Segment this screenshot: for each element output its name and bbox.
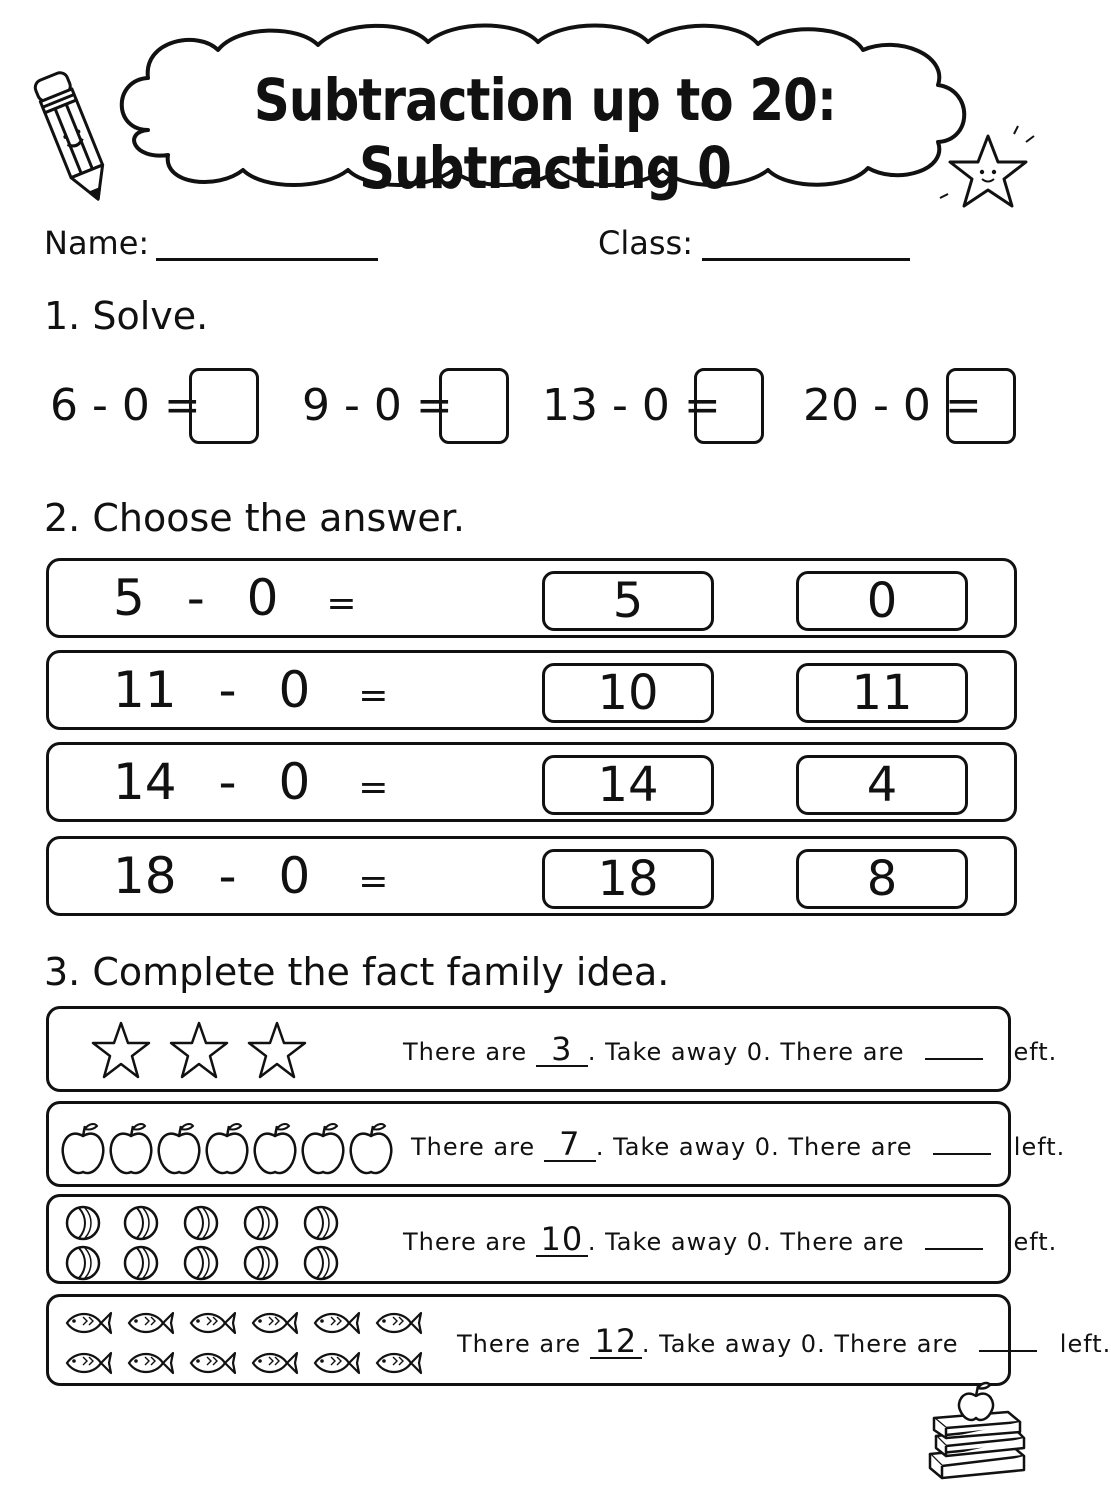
- fish-icon: [377, 1353, 421, 1373]
- answer-option[interactable]: 0: [796, 571, 968, 631]
- class-field[interactable]: [702, 258, 910, 261]
- answer-option[interactable]: 10: [542, 663, 714, 723]
- there-are-text: There are: [457, 1330, 582, 1358]
- ball-icon: [67, 1207, 99, 1239]
- operand-b: 0: [278, 847, 311, 905]
- minus-sign: -: [218, 847, 237, 905]
- left-text: left.: [1005, 1038, 1058, 1066]
- minus-sign: -: [218, 661, 237, 719]
- equals-sign: =: [358, 675, 389, 716]
- given-number: 3: [536, 1033, 588, 1067]
- ball-icon: [305, 1247, 337, 1279]
- take-away-text: . Take away 0. There are: [641, 1330, 959, 1358]
- ball-icon: [125, 1247, 157, 1279]
- minus-sign: -: [186, 569, 205, 627]
- q1-answer-box[interactable]: [189, 368, 259, 444]
- answer-option[interactable]: 8: [796, 849, 968, 909]
- apple-icon: [255, 1124, 296, 1173]
- answer-option[interactable]: 18: [542, 849, 714, 909]
- answer-blank[interactable]: [925, 1230, 983, 1250]
- ball-icon: [67, 1247, 99, 1279]
- fish-icon: [253, 1313, 297, 1333]
- there-are-text: There are: [403, 1228, 528, 1256]
- fact-family-row: [46, 1101, 1066, 1187]
- fish-icon: [129, 1353, 173, 1373]
- left-text: left.: [1059, 1330, 1111, 1358]
- choice-row: [46, 742, 1017, 822]
- q1-problem: 20 - 0 =: [803, 380, 982, 431]
- fish-icon: [315, 1353, 359, 1373]
- apple-icon: [207, 1124, 248, 1173]
- apple-icon: [303, 1124, 344, 1173]
- fact-family-row: [46, 1194, 1058, 1284]
- q1-problem: 9 - 0 =: [302, 380, 453, 431]
- answer-blank[interactable]: [979, 1332, 1037, 1352]
- star-icon: [932, 122, 1044, 226]
- choice-row: [46, 650, 1017, 730]
- fact-family-row: [46, 1294, 1111, 1386]
- choice-expression: [113, 569, 357, 627]
- left-text: left.: [1005, 1228, 1058, 1256]
- apple-icon: [63, 1124, 104, 1173]
- operand-b: 0: [246, 569, 279, 627]
- star-icon: [171, 1023, 227, 1077]
- fact-sentence: [403, 1220, 1058, 1258]
- ball-icon: [185, 1207, 217, 1239]
- fact-sentence: [411, 1125, 1066, 1163]
- books-apple-icon: [924, 1374, 1032, 1480]
- choice-expression: [113, 847, 388, 905]
- equals-sign: =: [358, 861, 389, 902]
- fish-icon: [67, 1313, 111, 1333]
- apple-icon: [111, 1124, 152, 1173]
- ball-group: [63, 1203, 353, 1283]
- q1-answer-box[interactable]: [946, 368, 1016, 444]
- ball-icon: [245, 1207, 277, 1239]
- fact-sentence: [457, 1322, 1111, 1360]
- take-away-text: . Take away 0. There are: [587, 1228, 905, 1256]
- equals-sign: =: [326, 583, 357, 624]
- equals-sign: =: [358, 767, 389, 808]
- fish-icon: [253, 1353, 297, 1373]
- answer-blank[interactable]: [933, 1135, 991, 1155]
- star-group: [85, 1019, 315, 1083]
- answer-option[interactable]: 11: [796, 663, 968, 723]
- fish-icon: [191, 1313, 235, 1333]
- fish-group: [63, 1303, 433, 1383]
- choice-row: [46, 836, 1017, 916]
- page-title: Subtraction up to 20: Subtracting 0: [253, 66, 837, 202]
- fact-sentence: [403, 1030, 1058, 1068]
- apple-group: [59, 1118, 399, 1178]
- fact-family-row: [46, 1006, 1058, 1092]
- choice-expression: [113, 753, 388, 811]
- take-away-text: . Take away 0. There are: [587, 1038, 905, 1066]
- ball-icon: [305, 1207, 337, 1239]
- take-away-text: . Take away 0. There are: [595, 1133, 913, 1161]
- answer-option[interactable]: 14: [542, 755, 714, 815]
- apple-icon: [159, 1124, 200, 1173]
- section2-heading: 2. Choose the answer.: [44, 496, 465, 540]
- name-field[interactable]: [156, 258, 378, 261]
- fish-icon: [67, 1353, 111, 1373]
- given-number: 12: [590, 1325, 642, 1359]
- star-icon: [93, 1023, 149, 1077]
- section3-heading: 3. Complete the fact family idea.: [44, 950, 670, 994]
- answer-option[interactable]: 4: [796, 755, 968, 815]
- operand-a: 11: [113, 661, 177, 719]
- choice-row: [46, 558, 1017, 638]
- operand-a: 18: [113, 847, 177, 905]
- operand-b: 0: [278, 661, 311, 719]
- fish-icon: [191, 1353, 235, 1373]
- pencil-icon: [28, 62, 118, 212]
- q1-problem: 13 - 0 =: [542, 380, 721, 431]
- apple-icon: [351, 1124, 392, 1173]
- there-are-text: There are: [403, 1038, 528, 1066]
- ball-icon: [245, 1247, 277, 1279]
- operand-b: 0: [278, 753, 311, 811]
- name-label: Name:: [44, 224, 150, 262]
- answer-option[interactable]: 5: [542, 571, 714, 631]
- ball-icon: [185, 1247, 217, 1279]
- class-label: Class:: [598, 224, 693, 262]
- fish-icon: [377, 1313, 421, 1333]
- q1-problem: 6 - 0 =: [50, 380, 201, 431]
- given-number: 7: [544, 1128, 596, 1162]
- ball-icon: [125, 1207, 157, 1239]
- operand-a: 5: [113, 569, 145, 627]
- star-icon: [249, 1023, 305, 1077]
- given-number: 10: [536, 1223, 588, 1257]
- q1-answer-box[interactable]: [694, 368, 764, 444]
- q1-answer-box[interactable]: [439, 368, 509, 444]
- fish-icon: [315, 1313, 359, 1333]
- fish-icon: [129, 1313, 173, 1333]
- answer-blank[interactable]: [925, 1040, 983, 1060]
- minus-sign: -: [218, 753, 237, 811]
- left-text: left.: [1013, 1133, 1066, 1161]
- choice-expression: [113, 661, 388, 719]
- section1-heading: 1. Solve.: [44, 294, 209, 338]
- operand-a: 14: [113, 753, 177, 811]
- there-are-text: There are: [411, 1133, 536, 1161]
